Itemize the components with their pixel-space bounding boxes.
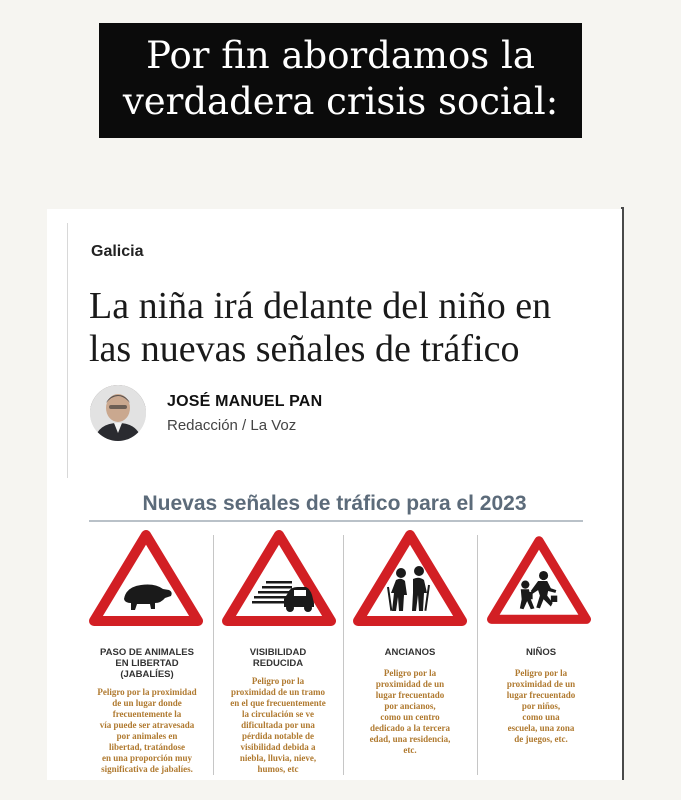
description-line: por niños,: [521, 701, 561, 711]
description-line: lugar frecuentado: [375, 690, 445, 700]
sign-label-line: PASO DE ANIMALES: [100, 647, 194, 658]
elderly-couple-icon: [353, 529, 467, 629]
description-line: en el que frecuentemente: [230, 698, 326, 708]
sign-label-visibility: [213, 647, 343, 669]
description-line: Peligro por la: [383, 668, 437, 678]
low-visibility-car-icon: [222, 529, 336, 629]
description-line: frecuentemente la: [112, 709, 182, 719]
sign-label-line: ANCIANOS: [384, 647, 436, 658]
description-line: de un lugar donde: [112, 698, 182, 708]
description-line: visibilidad debida a: [240, 742, 316, 752]
caption-line-2: verdadera crisis social:: [122, 80, 559, 123]
infographic-title: Nuevas señales de tráfico para el 2023: [142, 492, 527, 515]
headline-line-1: La niña irá delante del niño en: [89, 285, 552, 327]
author-avatar[interactable]: [90, 385, 146, 441]
sign-label-line: EN LIBERTAD: [115, 658, 179, 669]
left-rule: [67, 223, 68, 478]
sign-description-boar: [73, 687, 221, 775]
article-headline: [89, 285, 609, 371]
sign-label-children: [477, 647, 605, 658]
section-label[interactable]: Galicia: [91, 243, 144, 260]
description-line: Peligro por la: [251, 676, 305, 686]
description-line: etc.: [403, 745, 417, 755]
author-role: Redacción / La Voz: [167, 417, 297, 434]
description-line: vía puede ser atravesada: [99, 720, 195, 730]
description-line: significativa de jabalíes.: [101, 764, 193, 774]
caption-line-1: Por fin abordamos la: [146, 34, 535, 77]
description-line: proximidad de un: [506, 679, 576, 689]
description-line: la circulación se ve: [241, 709, 315, 719]
description-line: dificultada por una: [241, 720, 315, 730]
sign-label-line: VISIBILIDAD: [249, 647, 307, 658]
description-line: en una proporción muy: [102, 753, 192, 763]
description-line: dedicado a la tercera: [369, 723, 451, 733]
description-line: por ancianos,: [384, 701, 436, 711]
description-line: de juegos, etc.: [514, 734, 568, 744]
description-line: Peligro por la proximidad: [97, 687, 197, 697]
description-line: por animales en: [116, 731, 178, 741]
sign-label-line: NIÑOS: [525, 647, 557, 658]
description-line: proximidad de un: [375, 679, 445, 689]
description-line: Peligro por la: [514, 668, 568, 678]
sign-description-elderly: [343, 668, 477, 756]
sign-label-line: REDUCIDA: [252, 658, 304, 669]
description-line: como un centro: [380, 712, 440, 722]
sign-label-elderly: [343, 647, 477, 658]
article-screenshot: [47, 209, 622, 780]
story-caption: [99, 23, 582, 138]
children-running-icon: [487, 535, 591, 627]
boar-icon: [89, 529, 203, 629]
description-line: niebla, lluvia, nieve,: [239, 753, 317, 763]
description-line: como una: [522, 712, 560, 722]
description-line: pérdida notable de: [241, 731, 314, 741]
sign-description-children: [477, 668, 605, 745]
sign-label-line: (JABALÍES): [120, 669, 174, 680]
sign-description-visibility: [213, 676, 343, 775]
description-line: lugar frecuentado: [506, 690, 576, 700]
infographic-rule: [89, 520, 583, 522]
description-line: proximidad de un tramo: [230, 687, 326, 697]
description-line: escuela, una zona: [507, 723, 575, 733]
headline-line-2: las nuevas señales de tráfico: [89, 328, 520, 370]
sign-label-boar: [77, 647, 217, 680]
description-line: edad, una residencia,: [369, 734, 451, 744]
description-line: humos, etc: [257, 764, 299, 774]
author-name[interactable]: JOSÉ MANUEL PAN: [167, 393, 323, 410]
author-photo: [90, 385, 146, 441]
description-line: libertad, tratándose: [109, 742, 185, 752]
